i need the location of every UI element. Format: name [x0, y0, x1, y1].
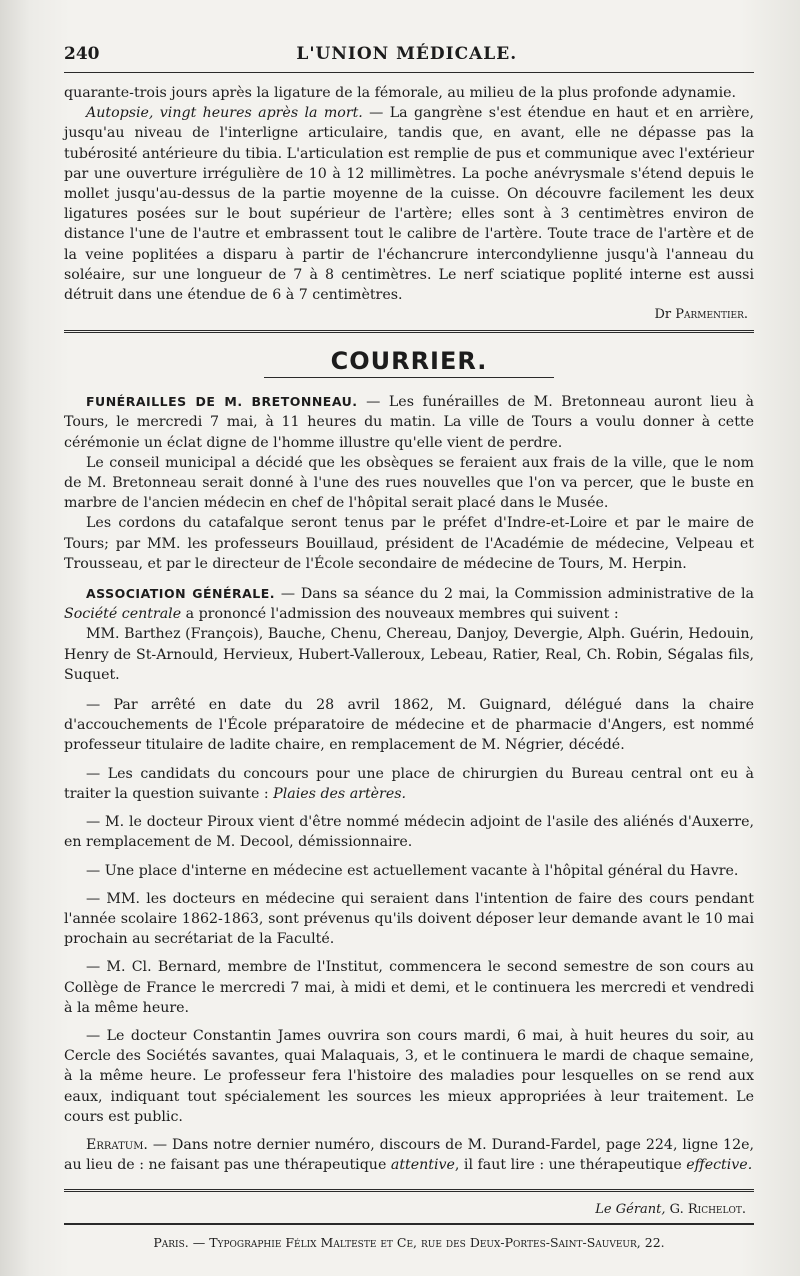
- autopsy-paragraph: [64, 103, 754, 305]
- erratum-italic-2: effective.: [686, 1157, 753, 1174]
- footer-divider: [64, 1189, 754, 1192]
- journal-title: L'UNION MÉDICALE.: [296, 44, 518, 64]
- concours-text: — Les candidats du concours pour une place de chirurgien du Bureau central ont eu à traiter la question suivante :: [64, 765, 754, 802]
- funerailles-lead: FUNÉRAILLES DE M. BRETONNEAU.: [86, 394, 358, 410]
- association-p1-a: — Dans sa séance du 2 mai, la Commission administrative de la: [275, 586, 754, 603]
- news-cours-faculte: — MM. les docteurs en médecine qui seraient dans l'intention de faire des cours pendant l'année scolaire 1862-1863, sont prévenus qu'ils doivent déposer leur demande avant le 10 mai prochain au secrétariat de la Faculté.: [64, 890, 754, 948]
- news-concours: [64, 764, 754, 804]
- erratum-italic-1: attentive: [390, 1157, 455, 1174]
- news-guignard: — Par arrêté en date du 28 avril 1862, M. Guignard, délégué dans la chaire d'accouchements de l'École préparatoire de médecine et de pharmacie d'Angers, est nommé professeur titulaire de ladite chaire, en remplacement de M. Négrier, décédé.: [64, 697, 754, 754]
- section-divider: [64, 330, 754, 333]
- concours-italic: Plaies des artères.: [273, 785, 407, 802]
- autopsy-lead: Autopsie, vingt heures après la mort.: [86, 105, 363, 122]
- imprint-rule: [64, 1223, 754, 1225]
- funerailles-p3: Les cordons du catafalque seront tenus par le préfet d'Indre-et-Loire et par le maire de Tours; par MM. les professeurs Bouillaud, président de l'Académie de médecine, Velpeau et Trousseau, et par le directeur de l'École secondaire de médecine de Tours, M. Herpin.: [64, 515, 754, 572]
- news-piroux: — M. le docteur Piroux vient d'être nommé médecin adjoint de l'asile des aliénés d'Auxerre, en remplacement de M. Decool, démissionnaire.: [64, 814, 754, 851]
- erratum-lead: Erratum.: [86, 1136, 148, 1153]
- signature-name: Parmentier.: [675, 307, 748, 323]
- signature: [64, 307, 748, 322]
- page-number: 240: [64, 44, 100, 64]
- signature-prefix: Dr: [654, 307, 672, 323]
- gerant-name: G. Richelot.: [669, 1202, 746, 1218]
- association-item: [64, 584, 754, 685]
- association-p1-b: a prononcé l'admission des nouveaux membres qui suivent :: [181, 606, 619, 623]
- erratum-b: , il faut lire : une thérapeutique: [454, 1157, 687, 1174]
- section-title: COURRIER.: [330, 347, 488, 376]
- header-rule: [64, 72, 754, 73]
- page-header: [64, 44, 754, 70]
- association-members: MM. Barthez (François), Bauche, Chenu, Chereau, Danjoy, Devergie, Alph. Guérin, Hedouin, Henry de St-Arnould, Hervieux, Hubert-Valleroux, Lebeau, Ratier, Real, Ch. Robin, Ségalas fils, Suquet.: [64, 626, 754, 683]
- news-james: — Le docteur Constantin James ouvrira son cours mardi, 6 mai, à huit heures du soir, au Cercle des Sociétés savantes, quai Malaquais, 3, et le continuera le mardi de chaque semaine, à la même heure. Le professeur fera l'histoire des maladies pour lesquelles on se rend aux eaux, indiquant tout spécialement les sources les mieux appropriées à leur traitement. Le cours est public.: [64, 1027, 754, 1125]
- intro-paragraph: quarante-trois jours après la ligature de la fémorale, au milieu de la plus profonde adynamie.: [64, 85, 737, 101]
- funerailles-p2: Le conseil municipal a décidé que les obsèques se feraient aux frais de la ville, que le nom de M. Bretonneau serait donné à l'une des rues nouvelles que l'on va percer, que le buste en marbre de l'ancien médecin en chef de l'hôpital serait placé dans le Musée.: [64, 454, 754, 512]
- gerant-label: Le Gérant,: [595, 1202, 666, 1218]
- autopsy-text: — La gangrène s'est étendue en haut et en arrière, jusqu'au niveau de l'interligne articulaire, tandis que, en avant, elle ne dépasse pas la tubérosité antérieure du tibia. L'articulation est remplie de pus et communique avec l'extérieur par une ouverture irrégulière de 10 à 12 millimètres. La poche anévrysmale s'étend depuis le mollet jusqu'au-dessus de la partie moyenne de la cuisse. On découvre facilement les deux ligatures posées sur le bout supérieur de l'artère; elles sont à 3 centimètres environ de distance l'une de l'autre et embrassent tout le calibre de l'artère. Toute trace de l'artère et de la veine poplitées a disparu à partir de l'échancrure intercondylienne jusqu'à l'anneau du soléaire, sur une longueur de 7 à 8 centimètres. Le nerf sciatique poplité interne est aussi détruit dans une étendue de 6 à 7 centimètres.: [64, 105, 754, 304]
- funerailles-item: [64, 392, 754, 574]
- funerailles-p1-text: — Les funérailles de M. Bretonneau auront lieu à Tours, le mercredi 7 mai, à 11 heures du matin. La ville de Tours a voulu donner à cette cérémonie un éclat digne de l'homme illustre qu'elle vient de perdre.: [64, 394, 755, 451]
- news-bernard: — M. Cl. Bernard, membre de l'Institut, commencera le second semestre de son cours au Collège de France le mercredi 7 mai, à midi et demi, et le continuera les mercredi et vendredi à la même heure.: [64, 959, 754, 1016]
- news-havre: — Une place d'interne en médecine est actuellement vacante à l'hôpital général du Havre.: [86, 862, 739, 879]
- erratum-paragraph: [64, 1135, 754, 1175]
- association-p1-italic: Société centrale: [64, 606, 182, 623]
- imprint-line: Paris. — Typographie Félix Malteste et Ce, rue des Deux-Portes-Saint-Sauveur, 22.: [153, 1235, 665, 1251]
- association-p1: [64, 584, 754, 624]
- funerailles-p1: [64, 392, 754, 453]
- section-title-rule: [264, 377, 554, 378]
- association-lead: ASSOCIATION GÉNÉRALE.: [86, 586, 276, 602]
- erratum-a: — Dans notre dernier numéro, discours de M. Durand-Fardel, page 224, ligne 12e, au lieu de : ne faisant pas une thérapeutique: [64, 1136, 754, 1174]
- gerant-line: [64, 1202, 746, 1217]
